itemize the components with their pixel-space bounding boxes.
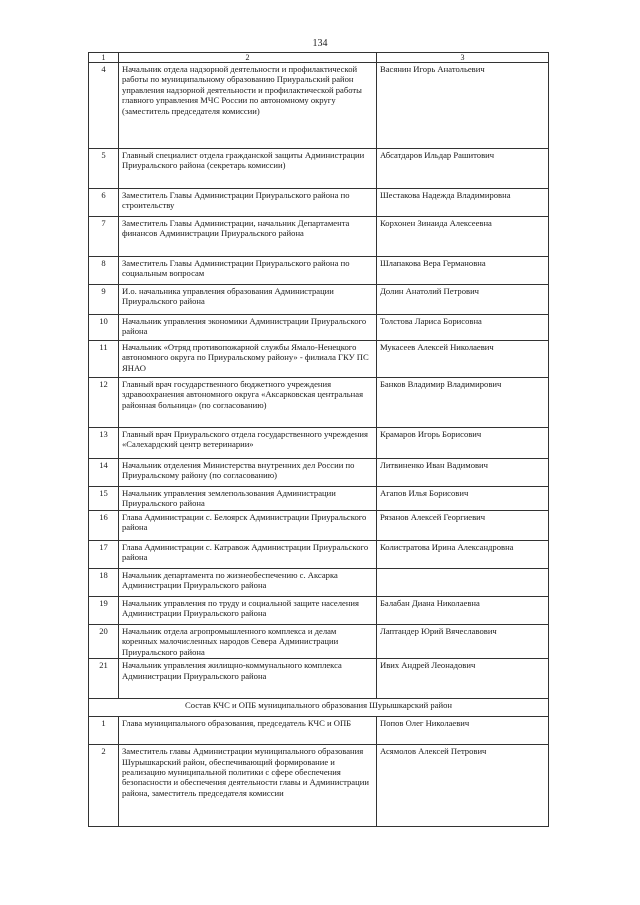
row-number: 5 xyxy=(89,149,119,189)
row-number: 7 xyxy=(89,217,119,257)
row-position: Заместитель Главы Администрации Приуральского района по строительству xyxy=(119,189,377,217)
row-name: Колистратова Ирина Александровна xyxy=(377,541,549,569)
row-number: 20 xyxy=(89,625,119,659)
row-position: Главный врач Приуральского отдела государственного учреждения «Салехардский центр ветеринарии» xyxy=(119,428,377,459)
row-position: Начальник управления землепользования Администрации Приуральского района xyxy=(119,487,377,511)
row-number: 12 xyxy=(89,378,119,428)
row-name: Банков Владимир Владимирович xyxy=(377,378,549,428)
row-name: Шестакова Надежда Владимировна xyxy=(377,189,549,217)
table-row xyxy=(89,659,549,699)
row-number: 16 xyxy=(89,511,119,541)
row-number: 4 xyxy=(89,63,119,149)
row-number: 10 xyxy=(89,315,119,341)
row-number: 11 xyxy=(89,341,119,378)
table-row xyxy=(89,428,549,459)
row-number: 2 xyxy=(89,745,119,827)
row-position: Глава Администрации с. Катравож Администрации Приуральского района xyxy=(119,541,377,569)
row-number: 21 xyxy=(89,659,119,699)
table-row xyxy=(89,511,549,541)
table-row xyxy=(89,315,549,341)
table-row xyxy=(89,149,549,189)
row-name: Лаптандер Юрий Вячеславович xyxy=(377,625,549,659)
row-number: 1 xyxy=(89,717,119,745)
table-row xyxy=(89,63,549,149)
row-name: Балабан Диана Николаевна xyxy=(377,597,549,625)
row-position: Заместитель главы Администрации муниципального образования Шурышкарский район, обеспечивающий формирование и реализацию муниципальной политики с сфере обеспечения безопасности и обеспечения деятельности главы и Администрации района, заместитель председателя комиссии xyxy=(119,745,377,827)
row-name: Долин Анатолий Петрович xyxy=(377,285,549,315)
table-row xyxy=(89,597,549,625)
table-row xyxy=(89,459,549,487)
row-name: Попов Олег Николаевич xyxy=(377,717,549,745)
row-position: И.о. начальника управления образования Администрации Приуральского района xyxy=(119,285,377,315)
row-position: Начальник управления жилищно-коммунального комплекса Администрации Приуральского района xyxy=(119,659,377,699)
page-number: 134 xyxy=(312,38,328,49)
table-row xyxy=(89,569,549,597)
table-row xyxy=(89,378,549,428)
row-position: Главный специалист отдела гражданской защиты Администрации Приуральского района (секретарь комиссии) xyxy=(119,149,377,189)
row-number: 8 xyxy=(89,257,119,285)
row-position: Начальник «Отряд противопожарной службы Ямало-Ненецкого автономного округа по Приуральскому району» - филиала ГКУ ПС ЯНАО xyxy=(119,341,377,378)
row-position: Глава Администрации с. Белоярск Администрации Приуральского района xyxy=(119,511,377,541)
table-row xyxy=(89,717,549,745)
row-position: Начальник отдела агропромышленного комплекса и делам коренных малочисленных народов Севера Администрации Приуральского района xyxy=(119,625,377,659)
row-name: Васянин Игорь Анатольевич xyxy=(377,63,549,149)
row-position: Начальник управления экономики Администрации Приуральского района xyxy=(119,315,377,341)
table-row xyxy=(89,341,549,378)
row-name: Мукасеев Алексей Николаевич xyxy=(377,341,549,378)
row-number: 17 xyxy=(89,541,119,569)
row-name: Крамаров Игорь Борисович xyxy=(377,428,549,459)
row-position: Начальник управления по труду и социальной защите населения Администрации Приуральского района xyxy=(119,597,377,625)
section-title: Состав КЧС и ОПБ муниципального образования Шурышкарский район xyxy=(89,699,549,717)
row-name: Шлапакова Вера Германовна xyxy=(377,257,549,285)
row-number: 19 xyxy=(89,597,119,625)
row-number: 14 xyxy=(89,459,119,487)
row-name: Корхонен Зинаида Алексеевна xyxy=(377,217,549,257)
row-position: Начальник отделения Министерства внутренних дел России по Приуральскому району (по согласованию) xyxy=(119,459,377,487)
table-row xyxy=(89,487,549,511)
section-row xyxy=(89,699,549,717)
table-row xyxy=(89,625,549,659)
row-name: Абсатдаров Ильдар Рашитович xyxy=(377,149,549,189)
row-position: Заместитель Главы Администрации, начальник Департамента финансов Администрации Приуральского района xyxy=(119,217,377,257)
table-row xyxy=(89,745,549,827)
header-cell-2: 2 xyxy=(119,53,377,63)
row-position: Глава муниципального образования, председатель КЧС и ОПБ xyxy=(119,717,377,745)
row-name: Агапов Илья Борисович xyxy=(377,487,549,511)
row-name: Асямолов Алексей Петрович xyxy=(377,745,549,827)
row-name: Ивих Андрей Леонадович xyxy=(377,659,549,699)
header-row xyxy=(89,53,549,63)
header-cell-1: 1 xyxy=(89,53,119,63)
row-number: 15 xyxy=(89,487,119,511)
row-position: Начальник департамента по жизнеобеспечению с. Аксарка Администрации Приуральского района xyxy=(119,569,377,597)
row-position: Заместитель Главы Администрации Приуральского района по социальным вопросам xyxy=(119,257,377,285)
header-cell-3: 3 xyxy=(377,53,549,63)
row-number: 13 xyxy=(89,428,119,459)
commission-table xyxy=(88,52,549,827)
row-name: Литвиненко Иван Вадимович xyxy=(377,459,549,487)
row-position: Начальник отдела надзорной деятельности и профилактической работы по муниципальному образованию Приуральский район управления надзорной деятельности и профилактической работы главного управления МЧС России по автономному округу (заместитель председателя комиссии) xyxy=(119,63,377,149)
row-position: Главный врач государственного бюджетного учреждения здравоохранения автономного округа «Аксарковская центральная районная больница» (по согласованию) xyxy=(119,378,377,428)
table-row xyxy=(89,285,549,315)
table-row xyxy=(89,189,549,217)
row-name: Толстова Лариса Борисовна xyxy=(377,315,549,341)
table-row xyxy=(89,541,549,569)
row-number: 18 xyxy=(89,569,119,597)
row-name: Рязанов Алексей Георгиевич xyxy=(377,511,549,541)
row-number: 9 xyxy=(89,285,119,315)
table-row xyxy=(89,257,549,285)
row-name xyxy=(377,569,549,597)
row-number: 6 xyxy=(89,189,119,217)
table-row xyxy=(89,217,549,257)
